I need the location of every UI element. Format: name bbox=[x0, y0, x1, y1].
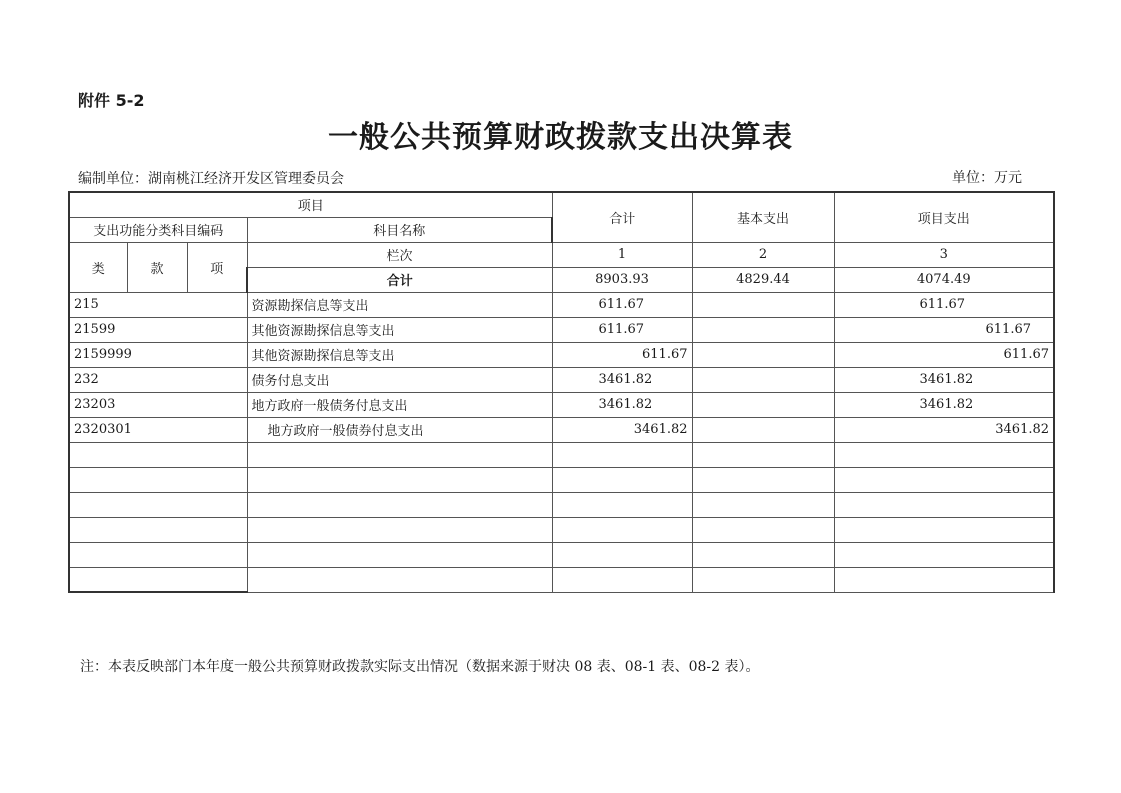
row-basic bbox=[692, 417, 834, 442]
header-lei: 类 bbox=[69, 242, 127, 292]
empty-row bbox=[69, 542, 1054, 567]
row-subject: 资源勘探信息等支出 bbox=[247, 292, 552, 317]
row-basic bbox=[692, 392, 834, 417]
row-subject: 地方政府一般债券付息支出 bbox=[247, 417, 552, 442]
header-function-code: 支出功能分类科目编码 bbox=[69, 217, 247, 242]
row-subject: 其他资源勘探信息等支出 bbox=[247, 342, 552, 367]
header-lanci: 栏次 bbox=[247, 242, 552, 267]
empty-row bbox=[69, 467, 1054, 492]
row-code: 2159999 bbox=[69, 342, 247, 367]
row-basic bbox=[692, 342, 834, 367]
row-project: 3461.82 bbox=[834, 392, 1054, 417]
empty-row bbox=[69, 517, 1054, 542]
footnote: 注：本表反映部门本年度一般公共预算财政拨款实际支出情况（数据来源于财决 08 表、08-1 表、08-2 表）。 bbox=[80, 659, 760, 675]
row-basic bbox=[692, 367, 834, 392]
header-total: 合计 bbox=[552, 192, 692, 242]
header-row-1 bbox=[69, 192, 1054, 217]
row-code: 23203 bbox=[69, 392, 247, 417]
row-total: 3461.82 bbox=[552, 417, 692, 442]
row-code: 2320301 bbox=[69, 417, 247, 442]
header-basic: 基本支出 bbox=[692, 192, 834, 242]
row-project: 3461.82 bbox=[834, 367, 1054, 392]
col-number-3: 3 bbox=[834, 242, 1054, 267]
row-subject: 地方政府一般债务付息支出 bbox=[247, 392, 552, 417]
header-project: 项目 bbox=[69, 192, 552, 217]
compiling-unit: 编制单位：湖南桃江经济开发区管理委员会 bbox=[78, 171, 344, 187]
table-row bbox=[69, 342, 1054, 367]
sum-total: 8903.93 bbox=[552, 267, 692, 292]
table-row bbox=[69, 392, 1054, 417]
header-subject-name: 科目名称 bbox=[247, 217, 552, 242]
sum-label: 合计 bbox=[247, 267, 552, 292]
row-project: 611.67 bbox=[834, 292, 1054, 317]
sum-project: 4074.49 bbox=[834, 267, 1054, 292]
row-subject: 其他资源勘探信息等支出 bbox=[247, 317, 552, 342]
currency-unit: 单位：万元 bbox=[952, 170, 1022, 186]
table-row bbox=[69, 417, 1054, 442]
row-total: 3461.82 bbox=[552, 392, 692, 417]
row-subject: 债务付息支出 bbox=[247, 367, 552, 392]
header-xiang: 项 bbox=[187, 242, 247, 292]
table-row bbox=[69, 317, 1054, 342]
empty-row bbox=[69, 442, 1054, 467]
row-code: 232 bbox=[69, 367, 247, 392]
empty-row bbox=[69, 567, 1054, 592]
header-kuan: 款 bbox=[127, 242, 187, 292]
header-row-3 bbox=[69, 242, 1054, 267]
header-project-expense: 项目支出 bbox=[834, 192, 1054, 242]
row-project: 3461.82 bbox=[834, 417, 1054, 442]
row-code: 21599 bbox=[69, 317, 247, 342]
row-project: 611.67 bbox=[834, 342, 1054, 367]
row-total: 611.67 bbox=[552, 292, 692, 317]
col-number-1: 1 bbox=[552, 242, 692, 267]
sum-basic: 4829.44 bbox=[692, 267, 834, 292]
row-total: 611.67 bbox=[552, 317, 692, 342]
page-title: 一般公共预算财政拨款支出决算表 bbox=[328, 120, 793, 155]
row-basic bbox=[692, 292, 834, 317]
empty-row bbox=[69, 492, 1054, 517]
row-project: 611.67 bbox=[834, 317, 1054, 342]
row-total: 611.67 bbox=[552, 342, 692, 367]
expenditure-table bbox=[68, 191, 1055, 593]
row-total: 3461.82 bbox=[552, 367, 692, 392]
attachment-label: 附件 5-2 bbox=[78, 91, 145, 110]
row-code: 215 bbox=[69, 292, 247, 317]
table-row bbox=[69, 367, 1054, 392]
table-row bbox=[69, 292, 1054, 317]
col-number-2: 2 bbox=[692, 242, 834, 267]
row-basic bbox=[692, 317, 834, 342]
